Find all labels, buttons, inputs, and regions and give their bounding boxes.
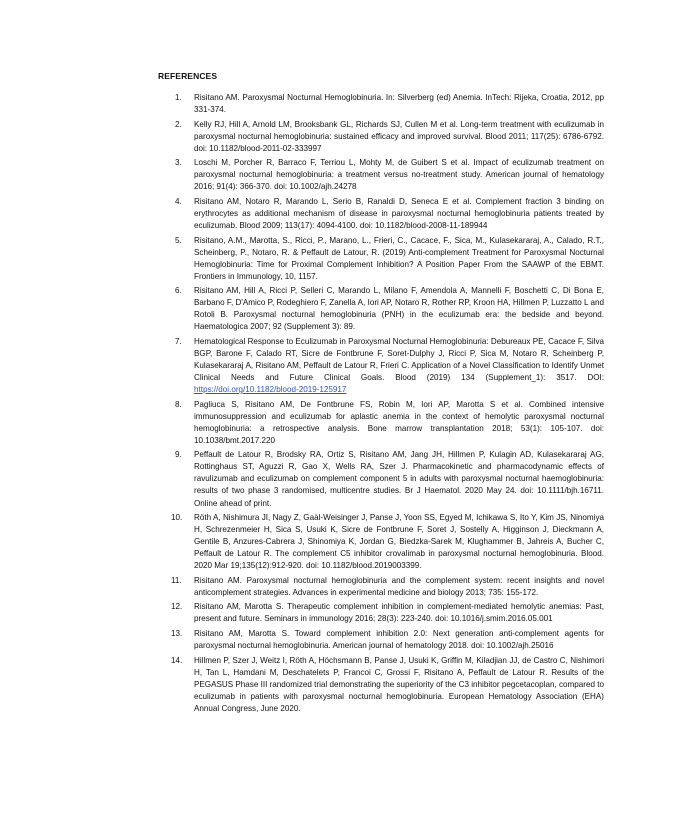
reference-number: 2. (175, 119, 182, 129)
reference-text: Risitano AM, Marotta S. Toward complement inhibition 2.0: Next generation anti-complement agents for paroxysmal nocturnal hemoglobinuria. American journal of hematology 2018. doi: 10.1002/ajh.25016 (194, 628, 604, 651)
reference-text: Risitano AM, Hill A, Ricci P, Selleri C, Marando L, Milano F, Amendola A, Mannelli F, Boschetti C, Di Bona E, Barbano F, D'Amico P, Rodeghiero F, Zanella A, Iori AP, Notaro R, Rother RP, Kroon HA, Hillmen P, Luzzatto L and Rotoli B. Paroxysmal nocturnal hemoglobinuria (PNH) in the eculizumab era: the bedside and beyond. Haematologica 2007; 92 (Supplement 3): 89. (194, 286, 604, 332)
reference-number: 13. (171, 628, 183, 638)
reference-number: 14. (171, 655, 183, 665)
reference-text: Röth A, Nishimura JI, Nagy Z, Gaàl-Weisinger J, Panse J, Yoon SS, Egyed M, Ichikawa S, Ito Y, Kim JS, Ninomiya H, Schrezenmeier H, Sica S, Usuki K, Sicre de Fontbrune F, Soret J, Sostelly A, Higginson J, Dieckmann A, Gentile B, Anzures-Cabrera J, Shinomiya K, Jordan G, Biedzka-Sarek M, Klughammer B, Jahreis A, Bucher C, Peffault de Latour R. The complement C5 inhibitor crovalimab in paroxysmal nocturnal hemoglobinuria. Blood. 2020 Mar 19;135(12):912-920. doi: 10.1182/blood.2019003399. (194, 513, 604, 571)
reference-number: 1. (175, 93, 182, 102)
reference-item (158, 399, 604, 447)
reference-number: 10. (171, 513, 183, 523)
reference-item (158, 449, 604, 509)
reference-item (158, 601, 604, 625)
reference-text: Risitano AM. Paroxysmal Nocturnal Hemoglobinuria. In: Silverberg (ed) Anemia. InTech: Rijeka, Croatia, 2012, pp 331-374. (194, 93, 604, 115)
doi-link[interactable]: https://doi.org/10.1182/blood-2019-125917 (194, 385, 347, 395)
reference-item (158, 575, 604, 599)
reference-item (158, 157, 604, 193)
reference-text: Peffault de Latour R, Brodsky RA, Ortiz S, Risitano AM, Jang JH, Hillmen P, Kulagin AD, Kulasekararaj AG, Rottinghaus ST, Aguzzi R, Gao X, Wells RA, Szer J. Pharmacokinetic and pharmacodynamic effects of ravulizumab and eculizumab on complement component 5 in adults with paroxysmal nocturnal haemoglobinuria: results of two phase 3 randomised, multicentre studies. Br J Haematol. 2020 May 24. doi: 10.1111/bjh.16711. Online ahead of print. (194, 450, 604, 508)
reference-item (158, 196, 604, 232)
reference-number: 12. (171, 602, 183, 612)
reference-number: 8. (175, 399, 182, 409)
reference-text: Hillmen P, Szer J, Weitz I, Röth A, Höchsmann B, Panse J, Usuki K, Griffin M, Kiladjian JJ, de Castro C, Nishimori H, Tan L, Hamdani M, Deschatelets P, Francoi C, Grossi F, Risitano A, Peffault de Latour R. Results of the PEGASUS Phase III randomized trial demonstrating the superiority of the C3 inhibitor pegcetacoplan, compared to eculizumab in patients with paroxysmal nocturnal hemoglobinuria. European Hematology Association (EHA) Annual Congress, June 2020. (194, 655, 604, 713)
references-heading: REFERENCES (158, 71, 218, 81)
reference-item (158, 628, 604, 652)
reference-number: 3. (175, 158, 182, 168)
reference-number: 9. (175, 450, 182, 460)
reference-text: Risitano, A.M., Marotta, S., Ricci, P., Marano, L., Frieri, C., Cacace, F., Sica, M., Kulasekararaj, A., Calado, R.T., Scheinberg, P., Notaro, R. & Peffault de Latour, R. (2019) Anti-complement Treatment for Paroxysmal Nocturnal Hemoglobinuria: Time for Proximal Complement Inhibition? A Position Paper From the SAAWP of the EBMT. Frontiers in Immunology, 10, 1157. (194, 235, 604, 281)
reference-number: 7. (175, 336, 182, 346)
reference-item (158, 119, 604, 155)
reference-number: 4. (175, 196, 182, 206)
reference-number: 6. (175, 286, 182, 296)
reference-item (158, 285, 604, 333)
reference-item (158, 655, 604, 715)
reference-list (158, 92, 604, 717)
reference-number: 11. (171, 575, 182, 585)
reference-text: Risitano AM, Notaro R, Marando L, Serio B, Ranaldi D, Seneca E et al. Complement fraction 3 binding on erythrocytes as additional mechanism of disease in paroxysmal nocturnal hemoglobinuria patients treated by eculizumab. Blood 2009; 113(17): 4094-4100. doi: 10.1182/blood-2008-11-189944 (194, 196, 604, 230)
reference-item (158, 235, 604, 283)
reference-text: Pagliuca S, Risitano AM, De Fontbrune FS, Robin M, Iori AP, Marotta S et al. Combined intensive immunosuppression and eculizumab for aplastic anemia in the context of hemolytic paroxysmal nocturnal hemoglobinuria: a retrospective analysis. Bone marrow transplantation 2018; 53(1): 105-107. doi: 10.1038/bmt.2017.220 (194, 399, 604, 445)
reference-text: Loschi M, Porcher R, Barraco F, Terriou L, Mohty M, de Guibert S et al. Impact of eculizumab treatment on paroxysmal nocturnal hemoglobinuria: a treatment versus no-treatment study. American journal of hematology 2016; 91(4): 366-370. doi: 10.1002/ajh.24278 (194, 158, 604, 192)
reference-number: 5. (175, 235, 182, 245)
reference-item (158, 336, 604, 396)
reference-text: Risitano AM. Paroxysmal nocturnal hemoglobinuria and the complement system: recent insights and novel anticomplement strategies. Advances in experimental medicine and biology 2013; 735: 155-172. (194, 575, 604, 597)
reference-text: Kelly RJ, Hill A, Arnold LM, Brooksbank GL, Richards SJ, Cullen M et al. Long-term treatment with eculizumab in paroxysmal nocturnal hemoglobinuria: sustained efficacy and improved survival. Blood 2011; 117(25): 6786-6792. doi: 10.1182/blood-2011-02-333997 (194, 119, 604, 153)
reference-text: Risitano AM, Marotta S. Therapeutic complement inhibition in complement-mediated hemolytic anemias: Past, present and future. Seminars in immunology 2016; 28(3): 223-240. doi: 10.1016/j.smim.2016.05.001 (194, 602, 604, 624)
reference-item (158, 92, 604, 116)
reference-text-with-link (194, 336, 604, 396)
reference-item (158, 512, 604, 572)
reference-text: Hematological Response to Eculizumab in Paroxysmal Nocturnal Hemoglobinuria: Debureaux PE, Cacace F, Silva BGP, Barone F, Calado RT, Sicre de Fontbrune F, Soret-Dulphy J, Ricci P, Sica M, Notaro R, Scheinberg P, Kulasekararaj A, Risitano AM, Peffault de Latour R, Frieri C. Application of a Novel Classification to Identify Unmet Clinical Needs and Future Clinical Goals. Blood (2019) 134 (Supplement_1): 3517. DOI: (194, 336, 604, 383)
